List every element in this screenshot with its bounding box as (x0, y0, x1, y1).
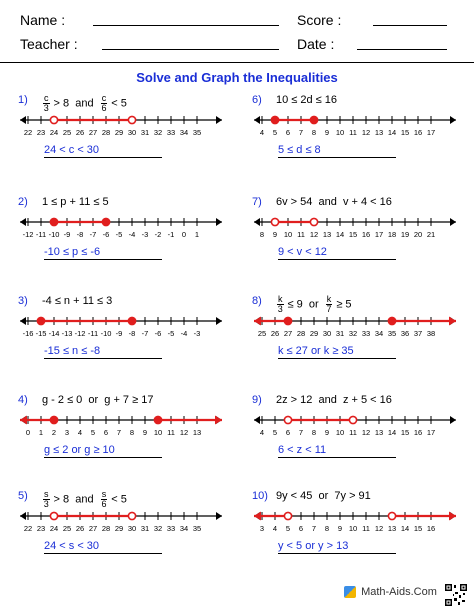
tick-label: 13 (374, 128, 384, 137)
closed-endpoint (37, 317, 44, 324)
tick-label: 33 (166, 128, 176, 137)
answer-text: 6 < z < 11 (278, 444, 396, 458)
tick-label: 6 (285, 428, 291, 437)
fraction: $\frac{s}{3}$ (43, 489, 49, 509)
name-field[interactable] (93, 25, 279, 26)
tick-label: 16 (426, 524, 436, 533)
open-endpoint (128, 116, 135, 123)
tick-label: 13 (387, 524, 397, 533)
problem-number: 10) (252, 490, 268, 502)
tick-label: 13 (322, 230, 332, 239)
problem-number: 2) (18, 196, 28, 208)
tick-label: 19 (400, 230, 410, 239)
teacher-label: Teacher : (20, 36, 78, 52)
tick-label: 9 (142, 428, 148, 437)
tick-label: 28 (296, 329, 306, 338)
problem-5 (18, 490, 250, 590)
open-endpoint (284, 416, 291, 423)
problem-number: 7) (252, 196, 262, 208)
tick-label: 33 (166, 524, 176, 533)
open-endpoint (388, 512, 395, 519)
tick-label: 35 (192, 128, 202, 137)
tick-label: 29 (114, 128, 124, 137)
tick-label: 12 (179, 428, 189, 437)
tick-label: 34 (179, 524, 189, 533)
number-line (252, 208, 460, 242)
problem-expression: 10 ≤ 2d ≤ 16 (276, 94, 338, 106)
fraction: $\frac{c}{3}$ (43, 93, 49, 113)
tick-label: -1 (167, 230, 175, 239)
tick-label: 13 (374, 428, 384, 437)
tick-label: 25 (62, 128, 72, 137)
problem-2 (18, 196, 250, 296)
number-line (252, 106, 460, 140)
tick-label: 26 (75, 128, 85, 137)
tick-label: 34 (374, 329, 384, 338)
tick-label: -12 (74, 329, 86, 338)
tick-label: 11 (349, 128, 357, 137)
tick-label: 3 (259, 524, 265, 533)
tick-label: 25 (62, 524, 72, 533)
tick-label: 11 (167, 428, 175, 437)
number-line (18, 502, 226, 536)
tick-label: 17 (426, 428, 436, 437)
solution-arrow-icon (20, 416, 27, 425)
qr-code-icon (444, 583, 468, 607)
tick-label: 6 (298, 524, 304, 533)
number-line (252, 406, 460, 440)
tick-label: 14 (400, 524, 410, 533)
tick-label: 26 (75, 524, 85, 533)
tick-label: 6 (285, 128, 291, 137)
problem-expression: -4 ≤ n + 11 ≤ 3 (42, 295, 113, 307)
problem-7 (252, 196, 474, 296)
answer-text: k ≤ 27 or k ≥ 35 (278, 345, 396, 359)
number-line (18, 208, 226, 242)
tick-label: 8 (311, 128, 317, 137)
problem-expression: 2z > 12 and z + 5 < 16 (276, 394, 392, 406)
closed-endpoint (102, 218, 109, 225)
problem-10 (252, 490, 474, 590)
tick-label: 26 (270, 329, 280, 338)
tick-label: 7 (298, 128, 304, 137)
open-endpoint (349, 416, 356, 423)
closed-endpoint (284, 317, 291, 324)
tick-label: 24 (49, 128, 59, 137)
tick-label: 22 (23, 524, 33, 533)
name-label: Name : (20, 12, 66, 28)
open-endpoint (310, 218, 317, 225)
tick-label: 33 (361, 329, 371, 338)
problem-number: 3) (18, 295, 28, 307)
problem-number: 4) (18, 394, 28, 406)
axis-arrow-right-icon (216, 116, 222, 124)
tick-label: 10 (348, 524, 358, 533)
tick-label: 22 (23, 128, 33, 137)
tick-label: 5 (272, 128, 278, 137)
tick-label: -3 (141, 230, 149, 239)
axis-arrow-right-icon (450, 218, 456, 226)
solution-arrow-icon (449, 512, 456, 521)
open-endpoint (50, 116, 57, 123)
tick-label: 12 (361, 428, 371, 437)
tick-label: -6 (154, 329, 162, 338)
tick-label: 17 (374, 230, 384, 239)
problem-expression: $\frac{c}{3}$ > 8 and $\frac{c}{6}$ < 5 (43, 93, 127, 113)
fraction: $\frac{s}{6}$ (101, 489, 107, 509)
tick-label: 8 (311, 428, 317, 437)
tick-label: 35 (192, 524, 202, 533)
problem-1 (18, 94, 250, 194)
tick-label: 8 (259, 230, 265, 239)
open-endpoint (128, 512, 135, 519)
axis-arrow-right-icon (450, 416, 456, 424)
tick-label: 15 (413, 524, 423, 533)
tick-label: 27 (283, 329, 293, 338)
fraction: $\frac{c}{6}$ (101, 93, 107, 113)
tick-label: 17 (426, 128, 436, 137)
answer-text: 5 ≤ d ≤ 8 (278, 144, 396, 158)
tick-label: -5 (115, 230, 123, 239)
problem-expression: 6v > 54 and v + 4 < 16 (276, 196, 392, 208)
number-line (18, 307, 226, 341)
tick-label: 4 (77, 428, 83, 437)
tick-label: 16 (361, 230, 371, 239)
answer-text: 9 < v < 12 (278, 246, 396, 260)
problem-expression: $\frac{k}{3}$ ≤ 9 or $\frac{k}{7}$ ≥ 5 (277, 294, 352, 314)
axis-arrow-left-icon (20, 317, 26, 325)
number-line (252, 307, 460, 341)
tick-label: 23 (36, 524, 46, 533)
tick-label: 9 (272, 230, 278, 239)
problem-8 (252, 295, 474, 395)
axis-arrow-right-icon (450, 116, 456, 124)
closed-endpoint (310, 116, 317, 123)
tick-label: 8 (324, 524, 330, 533)
tick-label: 11 (297, 230, 305, 239)
tick-label: 30 (127, 524, 137, 533)
tick-label: 9 (324, 428, 330, 437)
tick-label: -16 (22, 329, 34, 338)
tick-label: -11 (87, 329, 99, 338)
tick-label: 28 (101, 524, 111, 533)
tick-label: 8 (129, 428, 135, 437)
tick-label: 10 (153, 428, 163, 437)
tick-label: 15 (400, 428, 410, 437)
tick-label: 12 (374, 524, 384, 533)
solution-arrow-icon (254, 317, 261, 326)
tick-label: -13 (61, 329, 73, 338)
problem-expression: 9y < 45 or 7y > 91 (276, 490, 371, 502)
tick-label: 35 (387, 329, 397, 338)
problem-number: 1) (18, 94, 28, 106)
answer-text: -15 ≤ n ≤ -8 (44, 345, 162, 359)
tick-label: 34 (179, 128, 189, 137)
header-rule (0, 62, 474, 63)
tick-label: 30 (127, 128, 137, 137)
date-field[interactable] (357, 49, 447, 50)
closed-endpoint (154, 416, 161, 423)
tick-label: 4 (272, 524, 278, 533)
tick-label: 31 (140, 524, 150, 533)
tick-label: -8 (76, 230, 84, 239)
tick-label: 14 (387, 428, 397, 437)
tick-label: 23 (36, 128, 46, 137)
date-label: Date : (297, 36, 335, 52)
math-aids-logo-icon (344, 586, 356, 598)
problem-6 (252, 94, 474, 194)
tick-label: 12 (309, 230, 319, 239)
tick-label: 29 (114, 524, 124, 533)
tick-label: 5 (90, 428, 96, 437)
tick-label: 10 (283, 230, 293, 239)
tick-label: 7 (116, 428, 122, 437)
problem-number: 8) (252, 295, 262, 307)
tick-label: -8 (128, 329, 136, 338)
problem-9 (252, 394, 474, 494)
tick-label: -5 (167, 329, 175, 338)
tick-label: 29 (309, 329, 319, 338)
tick-label: 11 (349, 428, 357, 437)
tick-label: 3 (64, 428, 70, 437)
tick-label: 20 (413, 230, 423, 239)
page-title: Solve and Graph the Inequalities (136, 70, 338, 85)
tick-label: -7 (141, 329, 149, 338)
tick-label: 37 (413, 329, 423, 338)
tick-label: 12 (361, 128, 371, 137)
tick-label: 16 (413, 128, 423, 137)
axis-arrow-left-icon (254, 116, 260, 124)
tick-label: 7 (298, 428, 304, 437)
tick-label: -15 (35, 329, 47, 338)
problem-number: 6) (252, 94, 262, 106)
number-line (18, 106, 226, 140)
answer-text: 24 < s < 30 (44, 540, 162, 554)
tick-label: -14 (48, 329, 60, 338)
tick-label: 11 (362, 524, 370, 533)
tick-label: 13 (192, 428, 202, 437)
tick-label: -2 (154, 230, 162, 239)
score-label: Score : (297, 12, 342, 28)
tick-label: 9 (324, 128, 330, 137)
tick-label: 38 (426, 329, 436, 338)
open-endpoint (50, 512, 57, 519)
tick-label: 24 (49, 524, 59, 533)
tick-label: 4 (259, 128, 265, 137)
answer-text: g ≤ 2 or g ≥ 10 (44, 444, 162, 458)
solution-arrow-icon (254, 512, 261, 521)
closed-endpoint (128, 317, 135, 324)
answer-text: -10 ≤ p ≤ -6 (44, 246, 162, 260)
tick-label: 27 (88, 128, 98, 137)
open-endpoint (271, 218, 278, 225)
axis-arrow-left-icon (254, 218, 260, 226)
axis-arrow-left-icon (20, 512, 26, 520)
tick-label: 4 (259, 428, 265, 437)
tick-label: 21 (426, 230, 436, 239)
fraction: $\frac{k}{7}$ (326, 294, 332, 314)
tick-label: 10 (335, 128, 345, 137)
tick-label: 0 (181, 230, 187, 239)
footer-brand (344, 586, 437, 598)
tick-label: 15 (400, 128, 410, 137)
open-endpoint (284, 512, 291, 519)
tick-label: 9 (337, 524, 343, 533)
tick-label: 30 (322, 329, 332, 338)
tick-label: 14 (335, 230, 345, 239)
tick-label: 1 (194, 230, 200, 239)
axis-arrow-right-icon (216, 512, 222, 520)
number-line (18, 406, 226, 440)
tick-label: -4 (180, 329, 188, 338)
tick-label: -12 (22, 230, 34, 239)
problem-3 (18, 295, 250, 395)
footer-brand-text: Math-Aids.Com (361, 586, 437, 598)
tick-label: 32 (348, 329, 358, 338)
tick-label: 5 (285, 524, 291, 533)
axis-arrow-right-icon (216, 218, 222, 226)
tick-label: 14 (387, 128, 397, 137)
problem-expression: g - 2 ≤ 0 or g + 7 ≥ 17 (42, 394, 154, 406)
problem-expression: 1 ≤ p + 11 ≤ 5 (42, 196, 109, 208)
tick-label: -3 (193, 329, 201, 338)
tick-label: 1 (38, 428, 44, 437)
tick-label: 15 (348, 230, 358, 239)
tick-label: 0 (25, 428, 31, 437)
closed-endpoint (388, 317, 395, 324)
number-line (252, 502, 460, 536)
tick-label: 18 (387, 230, 397, 239)
axis-arrow-right-icon (216, 317, 222, 325)
answer-text: y < 5 or y > 13 (278, 540, 396, 554)
answer-text: 24 < c < 30 (44, 144, 162, 158)
tick-label: -10 (100, 329, 112, 338)
closed-endpoint (271, 116, 278, 123)
tick-label: -6 (102, 230, 110, 239)
solution-arrow-icon (215, 416, 222, 425)
closed-endpoint (50, 218, 57, 225)
tick-label: 31 (140, 128, 150, 137)
tick-label: -9 (115, 329, 123, 338)
tick-label: 6 (103, 428, 109, 437)
axis-arrow-left-icon (20, 116, 26, 124)
tick-label: 36 (400, 329, 410, 338)
tick-label: 7 (311, 524, 317, 533)
problem-number: 5) (18, 490, 28, 502)
tick-label: -10 (48, 230, 60, 239)
tick-label: 32 (153, 128, 163, 137)
score-field[interactable] (373, 25, 447, 26)
tick-label: 32 (153, 524, 163, 533)
solution-arrow-icon (449, 317, 456, 326)
tick-label: 31 (335, 329, 345, 338)
tick-label: 27 (88, 524, 98, 533)
tick-label: 10 (335, 428, 345, 437)
tick-label: -7 (89, 230, 97, 239)
problem-4 (18, 394, 250, 494)
tick-label: -11 (35, 230, 47, 239)
tick-label: 28 (101, 128, 111, 137)
problem-expression: $\frac{s}{3}$ > 8 and $\frac{s}{6}$ < 5 (43, 489, 127, 509)
problem-number: 9) (252, 394, 262, 406)
teacher-field[interactable] (102, 49, 279, 50)
axis-arrow-left-icon (254, 416, 260, 424)
tick-label: -9 (63, 230, 71, 239)
tick-label: -4 (128, 230, 136, 239)
tick-label: 5 (272, 428, 278, 437)
tick-label: 16 (413, 428, 423, 437)
axis-arrow-left-icon (20, 218, 26, 226)
fraction: $\frac{k}{3}$ (277, 294, 283, 314)
closed-endpoint (50, 416, 57, 423)
tick-label: 2 (51, 428, 57, 437)
tick-label: 25 (257, 329, 267, 338)
